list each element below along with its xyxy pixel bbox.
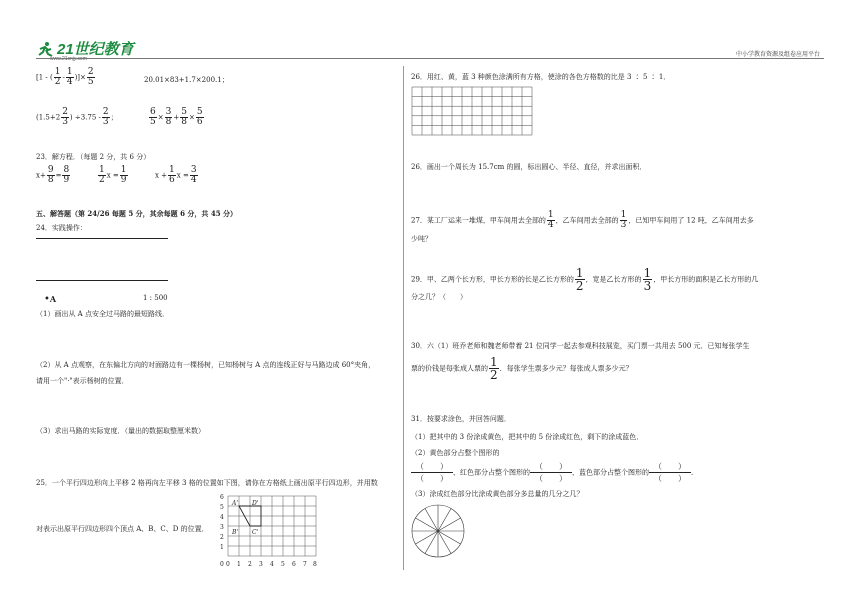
y-tick: 4 [220, 514, 224, 521]
y-tick: 1 [220, 544, 224, 551]
y-tick: 5 [220, 504, 224, 511]
q24-title: 24．实践操作： [36, 224, 87, 232]
header-rule [36, 58, 824, 59]
sector-line [425, 508, 438, 531]
q26b-title: 26．画出一个周长为 15.7cm 的圆，标出圆心、半径、直径，并求出面积． [411, 163, 647, 171]
q31-title: 31．按要求涂色，并回答问题． [411, 415, 511, 423]
q27-line1: 27．某工厂运来一堆煤，甲车间用去全部的 $\frac{1}{4}$ ，乙车间用去全部的 $\frac{1}{3}$ ，已知甲车间用了 12 吨，乙车间用去多 [411, 210, 754, 230]
q25-line1: 25．一个平行四边形向上平移 2 格再向左平移 3 格的位置如下图，请你在方格纸上画出原平行四边形，并用数 [36, 479, 378, 487]
x-tick: 0 [226, 561, 230, 568]
road-edge-top [36, 238, 168, 239]
x-tick: 7 [303, 561, 307, 568]
q26a-title: 26．用红、黄，蓝 3 种颜色涂满所有方格，使涂的各色方格数的比是 3 ∶ 5 ∶ 1． [411, 73, 671, 81]
q24-part2a: （2）从 A 点观察，在东偏北方向的对面路边有一棵杨树，已知杨树与 A 点的连线正好与马路边成 60°夹角， [36, 361, 376, 369]
logo-url: www.21cnjy.com [50, 56, 87, 62]
coordinate-grid [216, 492, 322, 572]
q27-line2: 少吨？ [411, 235, 432, 243]
q31-part2-blanks: （ ） （ ） ，红色部分占整个图形的 （ ） （ ） ，蓝色部分占整个图形的 （ ） （ ） ． [411, 461, 698, 484]
q23-title: 23．解方程．（每题 2 分，共 6 分） [36, 153, 151, 161]
equation-3: x + $\frac{1}{6}$ x = $\frac{3}{4}$ [155, 165, 197, 185]
sector-line [425, 531, 438, 554]
y-tick: 2 [220, 534, 224, 541]
x-tick: 8 [313, 561, 317, 568]
x-tick: 5 [281, 561, 285, 568]
sector-line [415, 531, 438, 544]
color-grid [411, 86, 535, 136]
q30-line2: 票的价钱是每张成人票的 $\frac{1}{2}$ ．每张学生票多少元？每张成人票多少元？ [411, 355, 633, 382]
y-tick: 0 [220, 561, 224, 568]
x-tick: 4 [270, 561, 274, 568]
x-tick: 3 [259, 561, 263, 568]
logo-text: 21世纪教育 [57, 41, 134, 58]
x-tick: 1 [237, 561, 241, 568]
equation-1: x+ $\frac{9}{8}$ = $\frac{8}{9}$ [36, 165, 70, 185]
grid-pt: B' [232, 529, 239, 536]
section-5-title: 五、解答题（第 24/26 每题 5 分，其余每题 6 分，共 45 分） [36, 209, 238, 218]
sector-line [438, 531, 451, 554]
sector-line [438, 508, 451, 531]
runner-icon [36, 41, 54, 57]
grid-pt: D' [252, 500, 259, 507]
calc-1a: [1 - ( $\frac{1}{2}$ - $\frac{1}{4}$ )]× $\frac{2}{5}$ [36, 67, 94, 87]
q24-part2b: 请用一个"·"表示杨树的位置． [36, 377, 129, 385]
header-platform: 中小学教育资源及组卷应用平台 [735, 51, 820, 58]
q24-part3: （3）求出马路的实际宽度．（量出的数据取整厘米数） [36, 427, 205, 435]
y-tick: 3 [220, 524, 224, 531]
sector-line [438, 518, 461, 531]
equation-2: $\frac{1}{2}$ x = $\frac{1}{9}$ [99, 165, 127, 185]
q29-line2: 分之几？（ ） [411, 293, 467, 301]
q31-part2: （2）黄色部分占整个图形的 [411, 449, 500, 457]
x-tick: 2 [248, 561, 252, 568]
road-edge-bottom [36, 280, 168, 281]
grid-pt: C' [252, 529, 259, 536]
y-tick: 6 [220, 494, 224, 501]
q25-line2: 对表示出原平行四边形四个顶点 A、B、C、D 的位置． [36, 525, 209, 533]
sector-line [438, 531, 461, 544]
calc-1b: 20.01×83+1.7×200.1； [144, 76, 229, 84]
q31-part1: （1）把其中的 3 份涂成黄色，把其中的 5 份涂成红色，剩下的涂成蓝色． [411, 433, 644, 441]
x-tick: 6 [292, 561, 296, 568]
point-a: •A [44, 294, 57, 305]
q31-part3: （3）涂成红色部分比涂成黄色部分多总量的几分之几？ [411, 490, 584, 498]
grid-pt: A' [232, 500, 238, 507]
divided-circle [410, 503, 466, 559]
sector-line [415, 518, 438, 531]
calc-2b: $\frac{6}{5}$ × $\frac{3}{8}$ + $\frac{5}{8}$ × $\frac{5}{6}$ [150, 107, 203, 127]
map-scale: 1 : 500 [143, 294, 168, 302]
q24-part1: （1）画出从 A 点安全过马路的最短路线． [36, 310, 169, 318]
q30-line1: 30．六（1）班乔老师和魏老师带着 21 位同学一起去参观科技展览，买门票一共用去 500 元．已知每张学生 [411, 342, 750, 350]
calc-2a: (1.5+2 $\frac{2}{3}$ ) ÷3.75 - $\frac{2}{3}$ ； [36, 107, 118, 127]
q29-line1: 29．甲、乙两个长方形，甲长方形的长是乙长方形的 $\frac{1}{2}$ ，宽是乙长方形的 $\frac{1}{3}$ ，甲长方形的面积是乙长方形的几 [411, 266, 759, 293]
column-divider [403, 66, 404, 570]
